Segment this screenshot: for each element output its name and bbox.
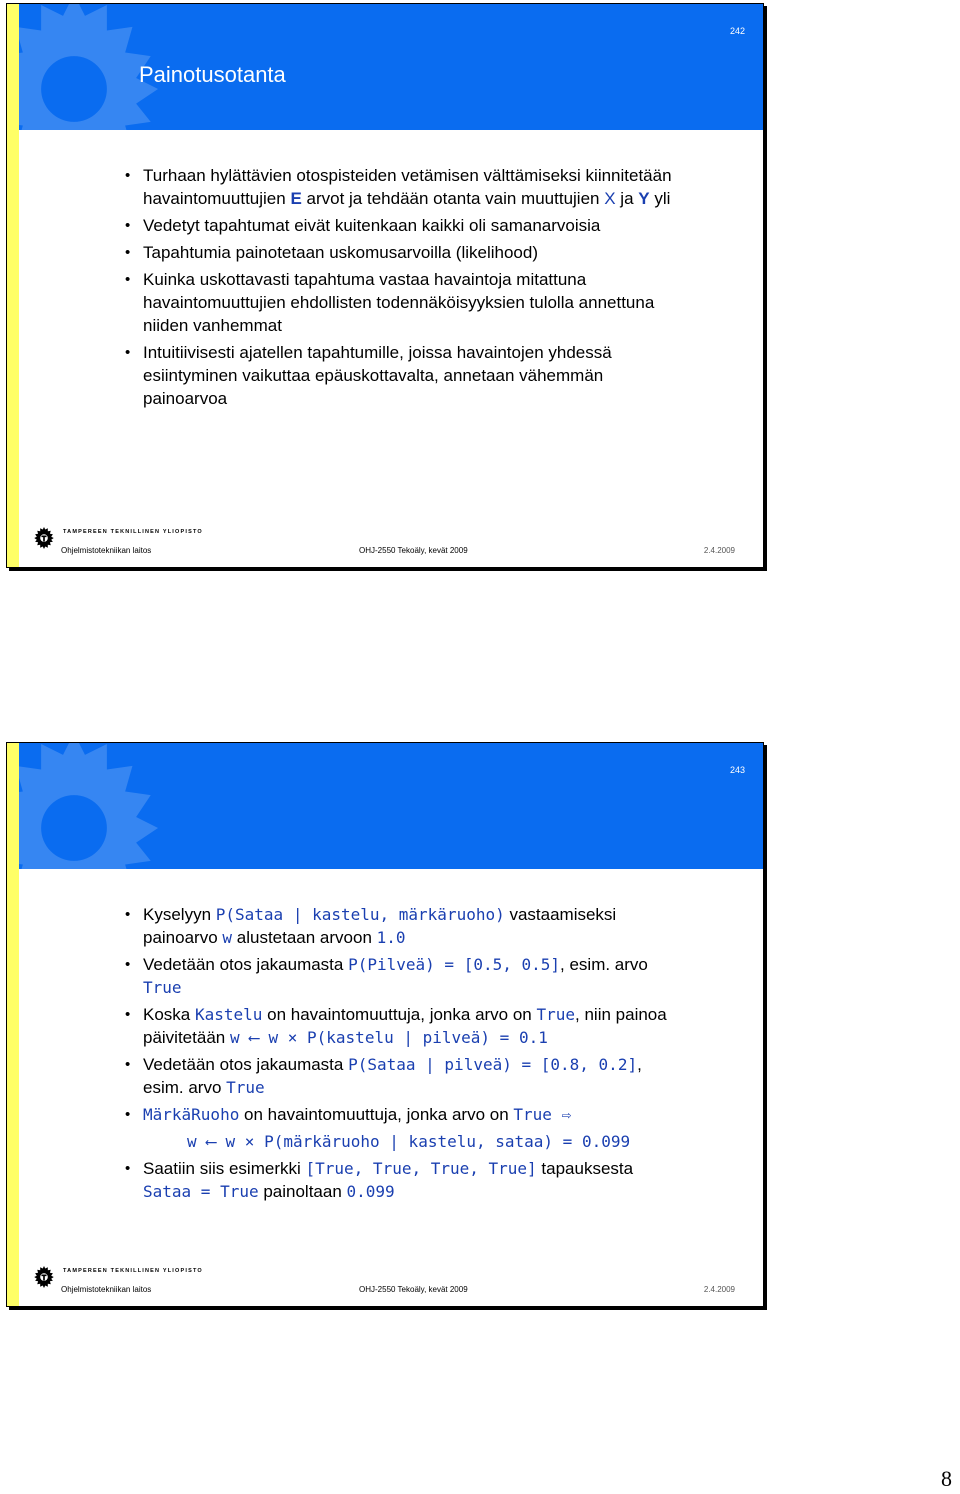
bullet-item: • Kyselyyn P(Sataa | kastelu, märkäruoho) vastaamiseksi painoarvo w alustetaan arvoon 1.0: [125, 903, 683, 949]
university-name: TAMPEREEN TEKNILLINEN YLIOPISTO: [63, 1268, 203, 1274]
bullet-item: • Koska Kastelu on havaintomuuttuja, jonka arvo on True, niin painoa päivitetään w ⟵ w × P(kastelu | pilveä) = 0.1: [125, 1003, 683, 1049]
slide-date: 2.4.2009: [703, 1285, 735, 1294]
course-name: OHJ-2550 Tekoäly, kevät 2009: [359, 1285, 468, 1294]
bullet-item: • MärkäRuoho on havaintomuuttuja, jonka arvo on True ⇨: [125, 1103, 683, 1126]
slide-footer: [29, 1266, 741, 1296]
university-logo-icon: [33, 527, 55, 549]
department: Ohjelmistotekniikan laitos: [61, 1285, 152, 1294]
department: Ohjelmistotekniikan laitos: [61, 546, 152, 555]
slide-243: [6, 742, 764, 1307]
bullet-item: • Turhaan hylättävien otospisteiden vetämisen välttämiseksi kiinnitetään havaintomuuttujien E arvot ja tehdään otanta vain muuttujien X ja Y yli: [125, 164, 683, 210]
slide-content: [125, 903, 683, 1207]
document-page-number: 8: [941, 1466, 952, 1491]
bullet-item: • Tapahtumia painotetaan uskomusarvoilla (likelihood): [125, 241, 683, 264]
bullet-item: • Intuitiivisesti ajatellen tapahtumille, joissa havaintojen yhdessä esiintyminen vaikuttaa epäuskottavalta, annetaan vähemmän painoarvoa: [125, 341, 683, 410]
bullet-item: • Vedetään otos jakaumasta P(Sataa | pilveä) = [0.8, 0.2], esim. arvo True: [125, 1053, 683, 1099]
accent-bar: [7, 4, 19, 567]
slide-date: 2.4.2009: [703, 546, 735, 555]
accent-bar: [7, 743, 19, 1306]
slide-content: [125, 164, 683, 414]
course-name: OHJ-2550 Tekoäly, kevät 2009: [359, 546, 468, 555]
university-name: TAMPEREEN TEKNILLINEN YLIOPISTO: [63, 529, 203, 535]
bullet-item: • Kuinka uskottavasti tapahtuma vastaa havaintoja mitattuna havaintomuuttujien ehdollisten todennäköisyyksien tulolla annettuna niiden vanhemmat: [125, 268, 683, 337]
slide-page-number: 243: [729, 765, 745, 775]
slide-242: [6, 3, 764, 568]
slide-footer: [29, 527, 741, 557]
bullet-item: • Vedetään otos jakaumasta P(Pilveä) = [0.5, 0.5], esim. arvo True: [125, 953, 683, 999]
bullet-item: • Saatiin siis esimerkki [True, True, True, True] tapauksesta Sataa = True painoltaan 0.099: [125, 1157, 683, 1203]
slide-page-number: 242: [729, 26, 745, 36]
slide-header: [19, 4, 763, 130]
formula-line: w ⟵ w × P(märkäruoho | kastelu, sataa) = 0.099: [187, 1132, 631, 1151]
gear-watermark-icon: [19, 743, 169, 869]
slide-header: [19, 743, 763, 869]
bullet-item: • Vedetyt tapahtumat eivät kuitenkaan kaikki oli samanarvoisia: [125, 214, 683, 237]
university-logo-icon: [33, 1266, 55, 1288]
slide-title: Painotusotanta: [139, 62, 286, 87]
